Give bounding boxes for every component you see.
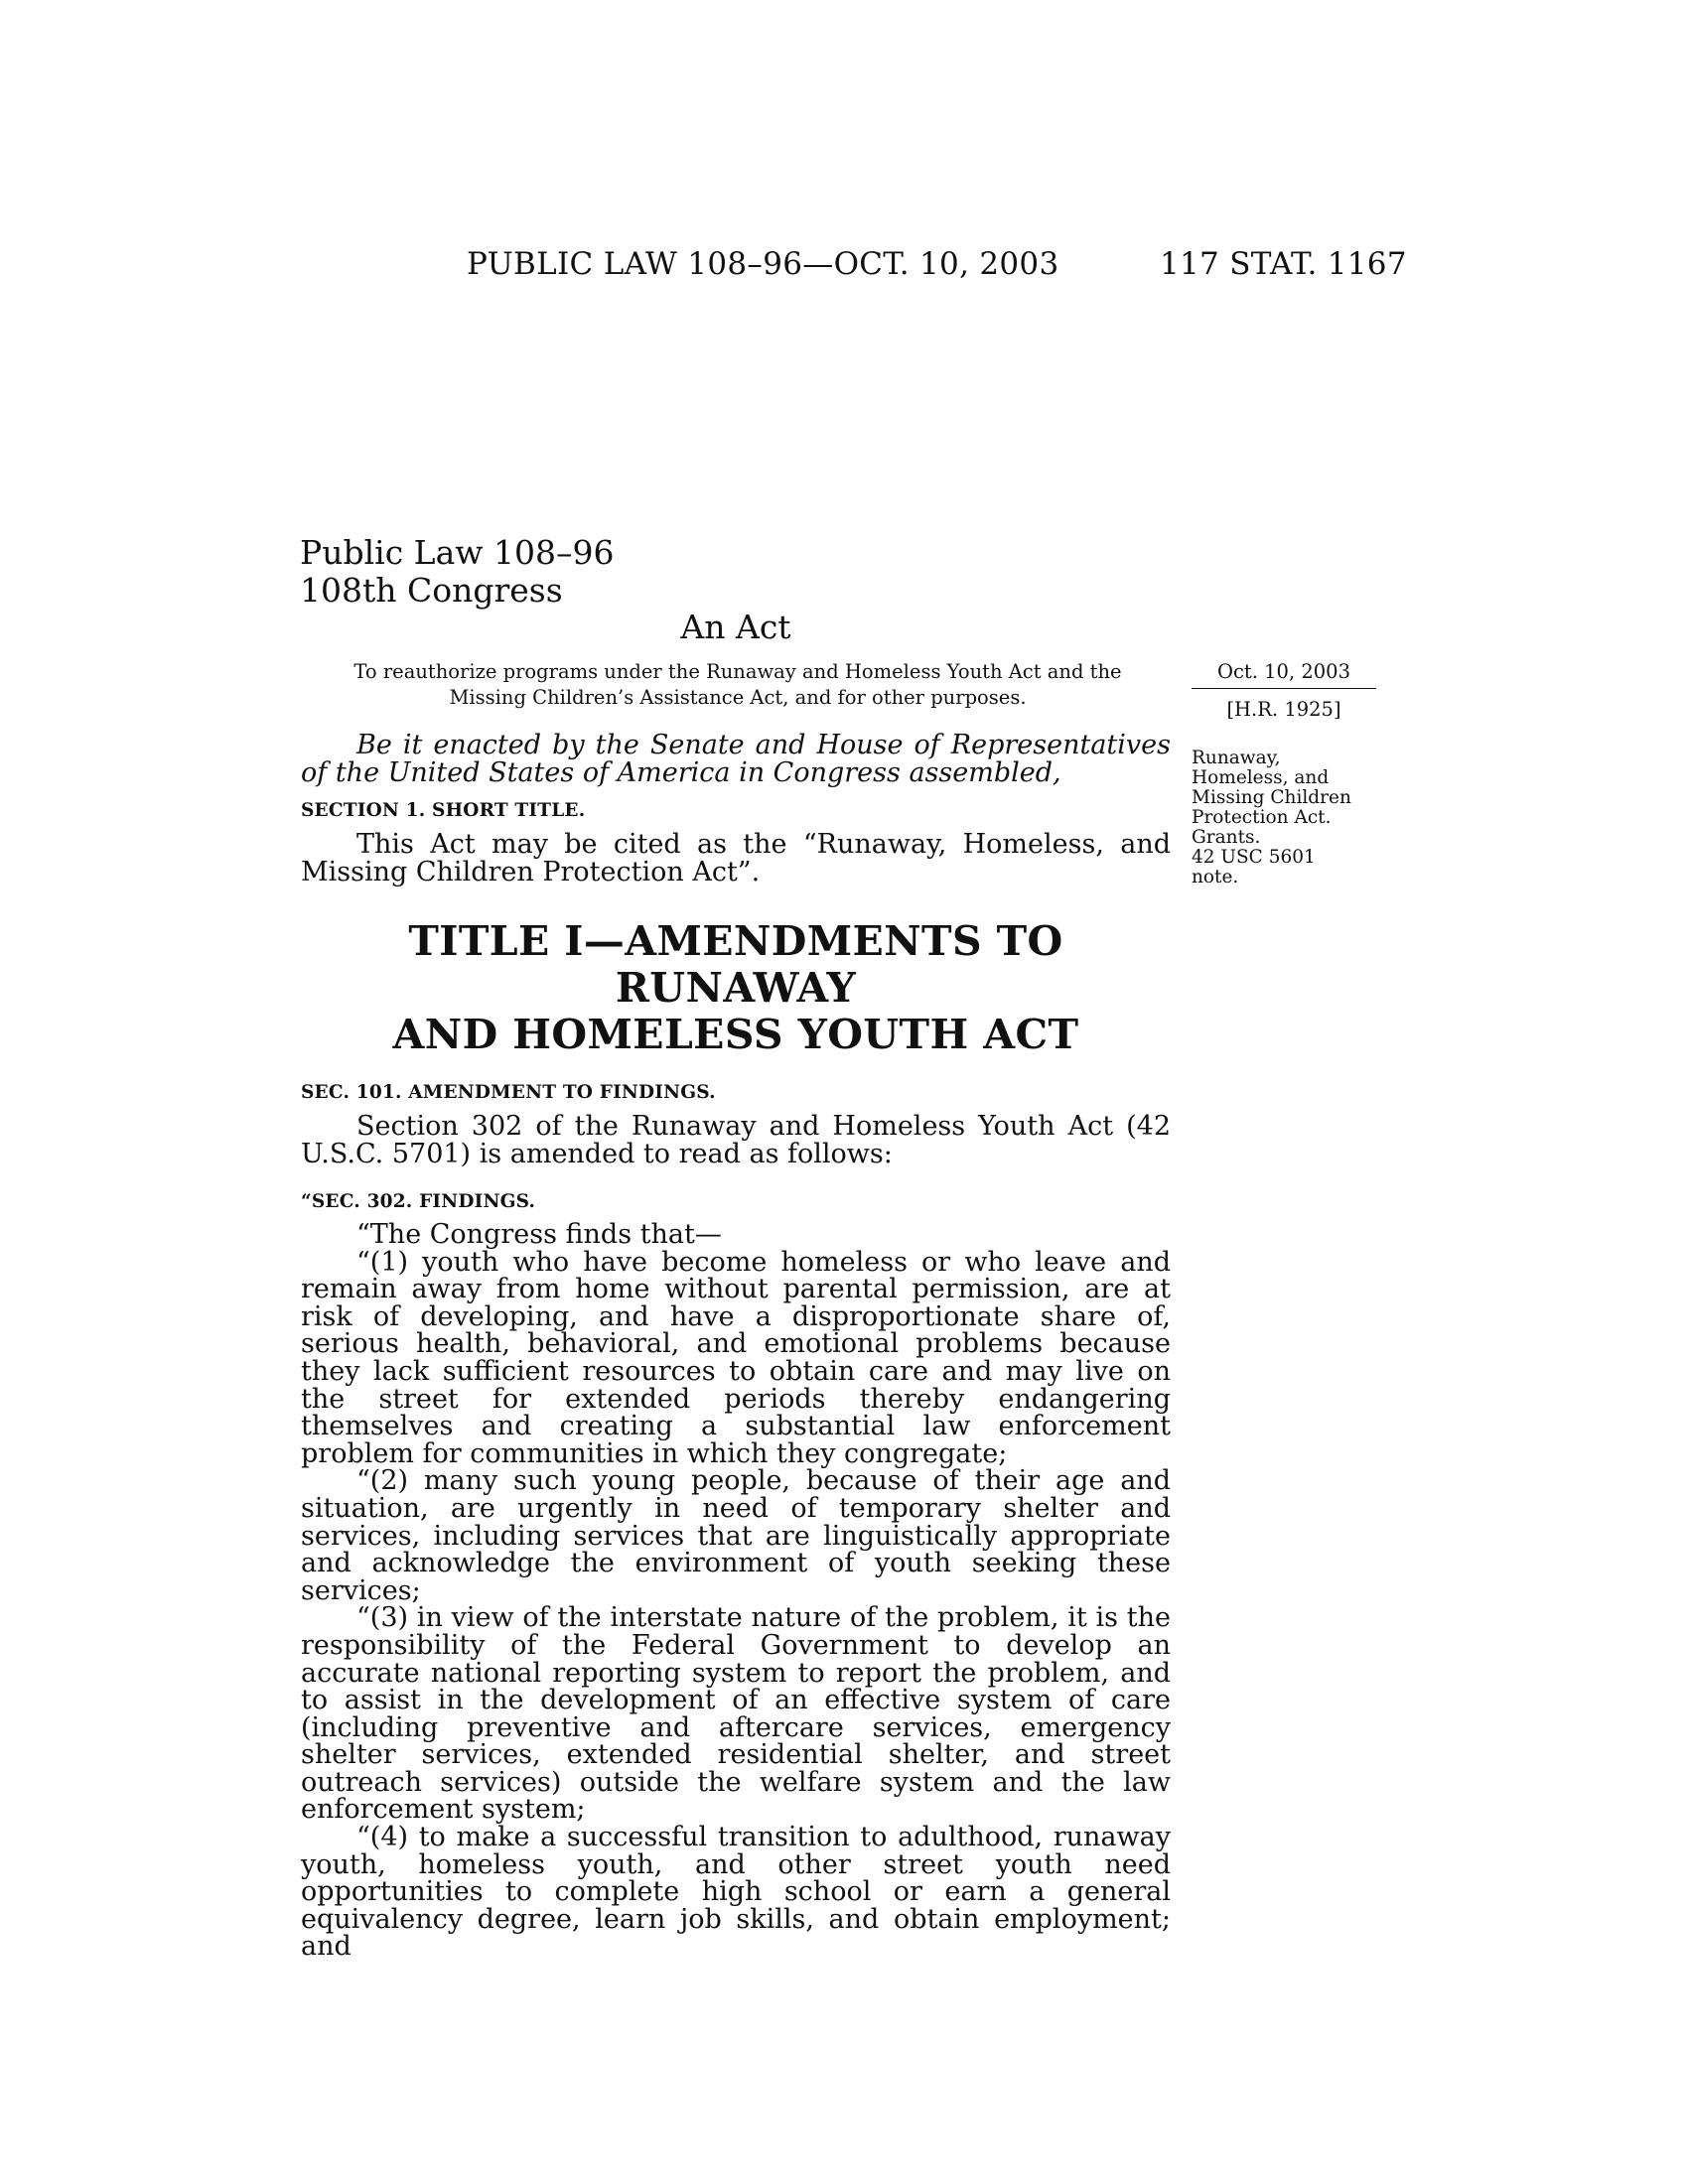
public-law-number: Public Law 108–96 (300, 533, 615, 572)
section-302-heading: “SEC. 302. FINDINGS. (301, 1191, 536, 1212)
congress-number: 108th Congress (300, 571, 563, 610)
margin-note-line: note. (1192, 867, 1239, 887)
margin-note-bill: [H.R. 1925] (1226, 698, 1341, 721)
findings-intro: “The Congress finds that— (356, 1219, 722, 1250)
margin-note-line: Protection Act. (1192, 807, 1332, 828)
an-act-heading: An Act (680, 608, 791, 646)
finding-item: “(4) to make a successful transition to adulthood, runaway youth, homeless youth, and other street youth need opportunities to complete high school or earn a general equivalency degree, learn job skills, and obtain employment; and (301, 1822, 1171, 1963)
section-1-text: This Act may be cited as the “Runaway, Homeless, and Missing Children Protection Act”. (301, 829, 1171, 887)
section-101-text: Section 302 of the Runaway and Homeless Youth Act (42 U.S.C. 5701) is amended to read as follows: (301, 1111, 1171, 1169)
act-purpose: To reauthorize programs under the Runaway and Homeless Youth Act and the Missing Children’s Assistance Act, and for other purposes. (353, 660, 1122, 709)
margin-note-line: Runaway, (1192, 748, 1281, 768)
margin-note-line: 42 USC 5601 (1192, 847, 1316, 868)
margin-note-line: Missing Children (1192, 787, 1351, 808)
margin-note-line: Homeless, and (1192, 767, 1330, 788)
section-1-heading: SECTION 1. SHORT TITLE. (301, 800, 586, 821)
running-head-left: PUBLIC LAW 108–96—OCT. 10, 2003 (467, 246, 1059, 282)
title-1-line-1: TITLE I—AMENDMENTS TO RUNAWAY (408, 917, 1063, 1012)
finding-item: “(2) many such young people, because of their age and situation, are urgently in need of temporary shelter and services, including services that are linguistically appropriate and acknowledge the environment of youth seeking these services; (301, 1465, 1171, 1606)
findings-block (301, 1221, 1171, 1961)
margin-note-date: Oct. 10, 2003 (1192, 659, 1376, 689)
finding-item: “(3) in view of the interstate nature of the problem, it is the responsibility of the Federal Government to develop an accurate national reporting system to report the problem, and to assist in the development of an effective system of care (including preventive and aftercare services, emergency shelter services, extended residential shelter, and street outreach services) outside the welfare system and the law enforcement system; (301, 1602, 1171, 1826)
finding-item: “(1) youth who have become homeless or who leave and remain away from home without parental permission, are at risk of developing, and have a disproportionate share of, serious health, behavioral, and emotional problems because they lack sufficient resources to obtain care and may live on the street for extended periods thereby endangering themselves and creating a substantial law enforcement problem for communities in which they congregate; (301, 1246, 1171, 1469)
margin-note-topics (1192, 749, 1376, 887)
enacting-clause: Be it enacted by the Senate and House of Representatives of the United States of America in Congress assembled, (301, 730, 1171, 788)
margin-note-line: Grants. (1192, 827, 1261, 848)
title-1-line-2: AND HOMELESS YOUTH ACT (392, 1011, 1079, 1058)
title-1-heading (301, 918, 1171, 1058)
section-101-heading: SEC. 101. AMENDMENT TO FINDINGS. (301, 1082, 716, 1103)
running-head-right: 117 STAT. 1167 (1160, 246, 1407, 282)
